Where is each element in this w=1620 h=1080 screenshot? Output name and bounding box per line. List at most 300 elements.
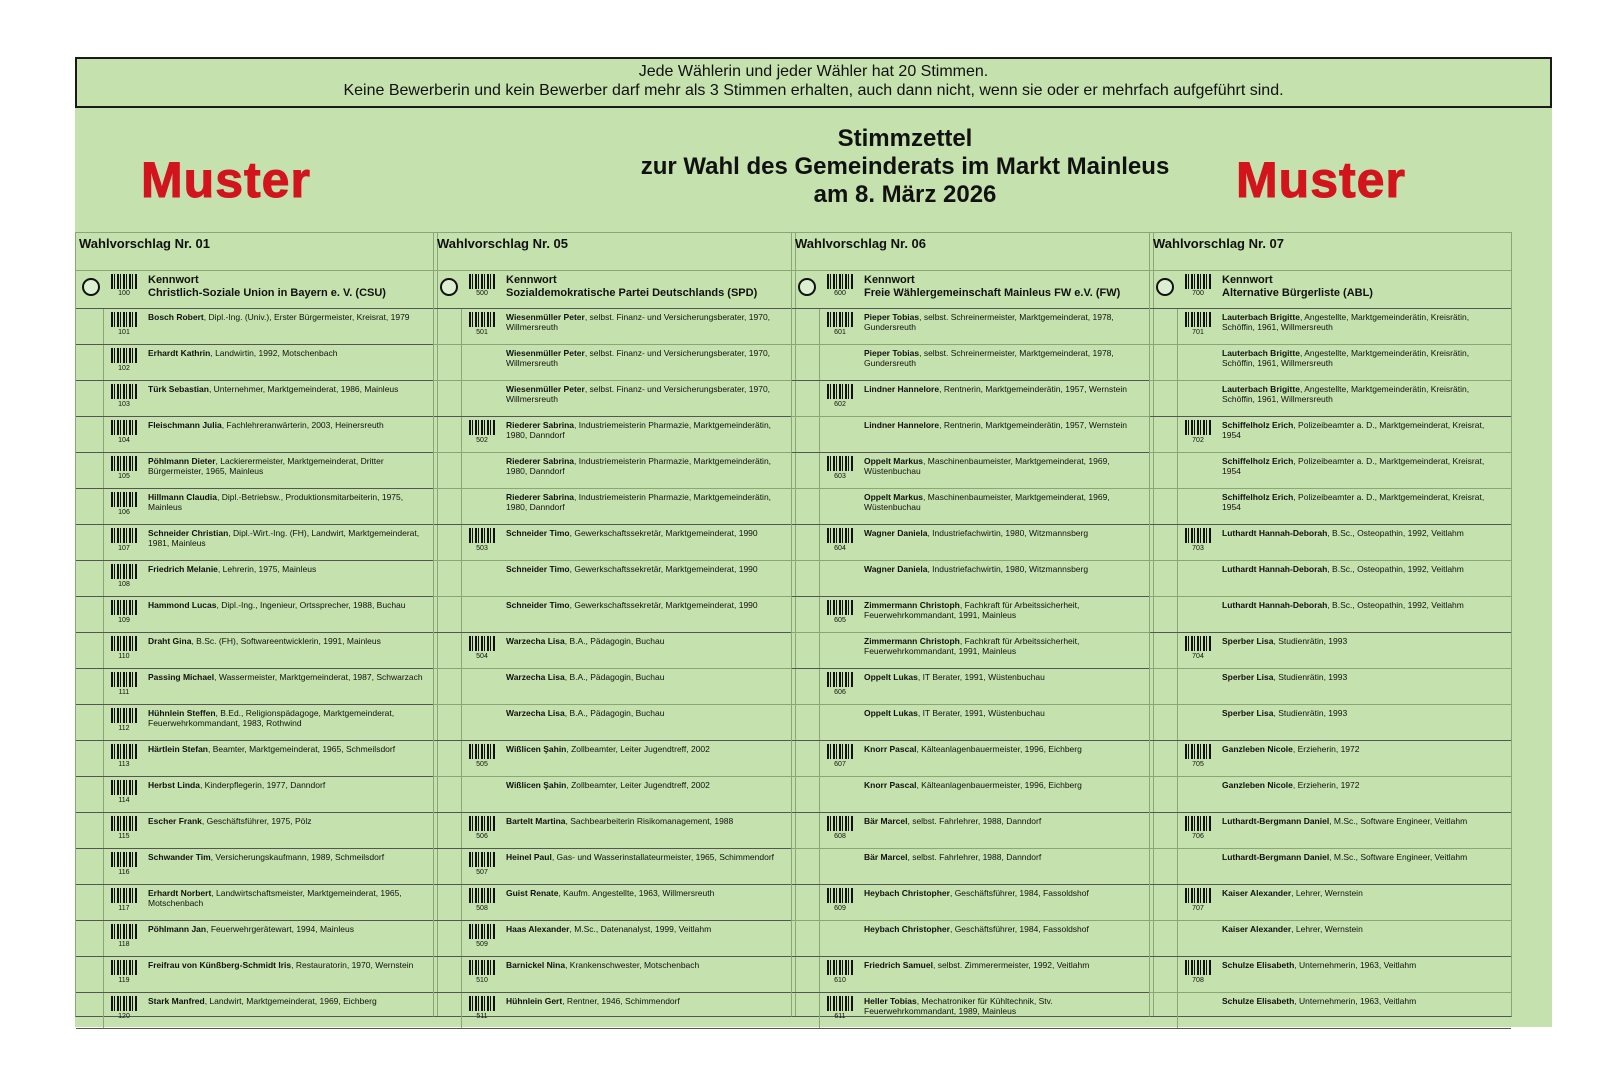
candidate-row[interactable]	[434, 813, 795, 849]
candidate-detail: , B.Sc., Osteopathin, 1992, Veitlahm	[1327, 600, 1464, 610]
candidate-number: 601	[834, 329, 846, 336]
muster-watermark-left: Muster	[141, 152, 311, 208]
vote-field-divider	[1177, 597, 1178, 632]
candidate-detail: , selbst. Fahrlehrer, 1988, Danndorf	[907, 816, 1042, 826]
candidate-row[interactable]	[1150, 705, 1511, 741]
candidate-text	[148, 780, 430, 790]
candidate-text	[864, 744, 1146, 754]
candidate-name: Ganzleben Nicole	[1222, 780, 1293, 790]
candidate-name: Bär Marcel	[864, 852, 908, 862]
candidate-row[interactable]	[792, 453, 1153, 489]
barcode-icon	[111, 312, 137, 327]
candidate-detail: , Industriefachwirtin, 1980, Witzmannsberg	[927, 528, 1089, 538]
candidate-row[interactable]	[434, 597, 795, 633]
candidate-text	[506, 492, 788, 512]
candidate-row[interactable]	[76, 489, 437, 525]
barcode-icon	[469, 996, 495, 1011]
vote-field-divider	[103, 561, 104, 596]
candidate-text	[864, 420, 1146, 430]
candidate-detail: , selbst. Schreinermeister, Marktgemeinderat, 1978, Gundersreuth	[864, 312, 1114, 332]
candidate-name: Herbst Linda	[148, 780, 200, 790]
barcode-icon	[1185, 744, 1211, 759]
candidate-row[interactable]	[792, 309, 1153, 345]
candidate-text	[1222, 312, 1504, 332]
barcode-icon	[827, 456, 853, 471]
candidate-name: Schiffelholz Erich	[1222, 420, 1294, 430]
vote-field-divider	[819, 525, 820, 560]
candidate-row[interactable]	[434, 777, 795, 813]
candidate-name: Riederer Sabrina	[506, 456, 575, 466]
candidate-detail: , Gas- und Wasserinstallateurmeister, 1965, Schimmendorf	[551, 852, 775, 862]
vote-field-divider	[819, 561, 820, 596]
candidate-detail: , Maschinenbaumeister, Marktgemeinderat, 1969, Wüstenbuchau	[864, 492, 1110, 512]
vote-field-divider	[819, 993, 820, 1028]
candidate-text	[1222, 888, 1504, 898]
party-number: 500	[476, 290, 488, 297]
candidate-number: 510	[476, 977, 488, 984]
barcode-icon	[111, 492, 137, 507]
candidate-name: Wißlicen Şahin	[506, 780, 567, 790]
candidate-row[interactable]	[1150, 453, 1511, 489]
candidate-row[interactable]	[76, 561, 437, 597]
candidate-row[interactable]	[434, 957, 795, 993]
candidate-detail: , Dipl.-Betriebsw., Produktionsmitarbeiterin, 1975, Mainleus	[148, 492, 404, 512]
candidate-row[interactable]	[1150, 309, 1511, 345]
proposal-header: Wahlvorschlag Nr. 01	[76, 233, 437, 271]
candidate-name: Luthardt-Bergmann Daniel	[1222, 852, 1330, 862]
vote-field-divider	[1177, 777, 1178, 812]
candidate-detail: , Studienrätin, 1993	[1273, 672, 1348, 682]
candidate-name: Sperber Lisa	[1222, 708, 1274, 718]
candidate-row[interactable]	[76, 885, 437, 921]
candidate-name: Hühnlein Steffen	[148, 708, 216, 718]
party-number: 100	[118, 290, 130, 297]
candidate-row[interactable]	[792, 417, 1153, 453]
candidate-row[interactable]	[792, 705, 1153, 741]
candidate-text	[1222, 852, 1504, 862]
candidate-text	[148, 924, 430, 934]
candidate-detail: , B.Sc., Osteopathin, 1992, Veitlahm	[1327, 528, 1464, 538]
candidate-row[interactable]	[76, 957, 437, 993]
candidate-row[interactable]	[792, 345, 1153, 381]
vote-field-divider	[103, 777, 104, 812]
vote-field-divider	[819, 309, 820, 344]
candidate-detail: , Rentner, 1946, Schimmendorf	[562, 996, 680, 1006]
candidate-row[interactable]	[434, 705, 795, 741]
candidate-name: Schulze Elisabeth	[1222, 960, 1295, 970]
party-number: 700	[1192, 290, 1204, 297]
candidate-detail: , Fachlehreranwärterin, 2003, Heinersreuth	[221, 420, 384, 430]
barcode-icon	[827, 312, 853, 327]
candidate-name: Freifrau von Künßberg-Schmidt Iris	[148, 960, 292, 970]
candidate-number: 101	[118, 329, 130, 336]
candidate-row[interactable]	[792, 597, 1153, 633]
candidate-text	[864, 636, 1146, 656]
barcode-icon	[111, 780, 137, 795]
barcode-icon	[469, 420, 495, 435]
vote-field-divider	[1177, 309, 1178, 344]
candidate-detail: , M.Sc., Software Engineer, Veitlahm	[1329, 816, 1468, 826]
candidate-row[interactable]	[1150, 525, 1511, 561]
candidate-row[interactable]	[434, 849, 795, 885]
candidate-detail: , Industriemeisterin Pharmazie, Marktgemeinderätin, 1980, Danndorf	[506, 492, 772, 512]
barcode-icon	[111, 852, 137, 867]
party-kennwort	[864, 274, 1120, 300]
candidate-name: Luthardt Hannah-Deborah	[1222, 564, 1328, 574]
candidate-name: Guist Renate	[506, 888, 559, 898]
candidate-row[interactable]	[792, 741, 1153, 777]
vote-field-divider	[103, 453, 104, 488]
candidate-row[interactable]	[76, 597, 437, 633]
candidate-text	[506, 564, 788, 574]
candidate-text	[1222, 384, 1504, 404]
candidate-row[interactable]	[1150, 741, 1511, 777]
candidate-row[interactable]	[1150, 849, 1511, 885]
candidate-row[interactable]	[76, 345, 437, 381]
candidate-row[interactable]	[434, 885, 795, 921]
candidate-row[interactable]	[792, 813, 1153, 849]
candidate-text	[1222, 636, 1504, 646]
vote-field-divider	[461, 381, 462, 416]
candidate-row[interactable]	[76, 741, 437, 777]
candidate-detail: , Landwirt, Marktgemeinderat, 1969, Eichberg	[204, 996, 377, 1006]
candidate-number: 602	[834, 401, 846, 408]
candidate-detail: , Kälteanlagenbauermeister, 1996, Eichberg	[916, 744, 1082, 754]
party-row	[792, 271, 1153, 309]
barcode-icon	[111, 888, 137, 903]
candidate-text	[864, 384, 1146, 394]
party-kennwort	[506, 274, 757, 300]
vote-field-divider	[103, 741, 104, 776]
candidate-row[interactable]	[76, 921, 437, 957]
candidate-name: Sperber Lisa	[1222, 672, 1274, 682]
candidate-name: Wiesenmüller Peter	[506, 348, 585, 358]
candidate-number: 611	[834, 1013, 846, 1020]
vote-field-divider	[1177, 993, 1178, 1028]
candidate-number: 102	[118, 365, 130, 372]
candidate-text	[148, 960, 430, 970]
vote-field-divider	[1177, 345, 1178, 380]
candidate-row[interactable]	[76, 669, 437, 705]
candidate-row[interactable]	[1150, 633, 1511, 669]
candidate-detail: , Zollbeamter, Leiter Jugendtreff, 2002	[566, 744, 710, 754]
candidate-row[interactable]	[76, 849, 437, 885]
candidate-row[interactable]	[792, 885, 1153, 921]
candidate-row[interactable]	[434, 633, 795, 669]
candidate-row[interactable]	[1150, 777, 1511, 813]
vote-field-divider	[103, 597, 104, 632]
barcode-icon	[827, 600, 853, 615]
candidate-row[interactable]	[1150, 489, 1511, 525]
vote-field-divider	[1177, 417, 1178, 452]
candidate-row[interactable]	[434, 561, 795, 597]
candidate-name: Lauterbach Brigitte	[1222, 384, 1300, 394]
candidate-detail: , Fachkraft für Arbeitssicherheit, Feuerwehrkommandant, 1991, Mainleus	[864, 600, 1080, 620]
candidate-row[interactable]	[792, 381, 1153, 417]
candidate-detail: , Industriemeisterin Pharmazie, Marktgemeinderätin, 1980, Danndorf	[506, 420, 772, 440]
barcode-icon	[111, 816, 137, 831]
vote-field-divider	[1177, 813, 1178, 848]
candidate-name: Luthardt-Bergmann Daniel	[1222, 816, 1330, 826]
vote-field-divider	[103, 885, 104, 920]
candidate-row[interactable]	[434, 309, 795, 345]
candidate-row[interactable]	[1150, 669, 1511, 705]
candidate-row[interactable]	[792, 921, 1153, 957]
candidate-name: Wagner Daniela	[864, 528, 928, 538]
candidate-row[interactable]	[76, 993, 437, 1029]
kennwort-label: Kennwort	[1222, 274, 1273, 286]
candidate-row[interactable]	[1150, 417, 1511, 453]
candidate-text	[506, 420, 788, 440]
candidate-detail: , Lehrer, Wernstein	[1291, 888, 1363, 898]
candidate-name: Wagner Daniela	[864, 564, 928, 574]
candidate-name: Hammond Lucas	[148, 600, 217, 610]
vote-field-divider	[461, 597, 462, 632]
candidate-row[interactable]	[1150, 597, 1511, 633]
candidate-row[interactable]	[434, 381, 795, 417]
candidate-row[interactable]	[792, 489, 1153, 525]
barcode-icon	[111, 456, 137, 471]
vote-field-divider	[103, 993, 104, 1028]
candidate-row[interactable]	[1150, 813, 1511, 849]
vote-field-divider	[461, 885, 462, 920]
vote-field-divider	[461, 669, 462, 704]
candidate-text	[864, 492, 1146, 512]
candidate-name: Schiffelholz Erich	[1222, 492, 1294, 502]
candidate-text	[506, 996, 788, 1006]
party-name: Sozialdemokratische Partei Deutschlands (SPD)	[506, 287, 758, 299]
candidate-detail: , Polizeibeamter a. D., Marktgemeinderat, Kreisrat, 1954	[1222, 420, 1485, 440]
candidate-text	[506, 888, 788, 898]
vote-field-divider	[461, 633, 462, 668]
candidate-row[interactable]	[434, 525, 795, 561]
candidate-detail: , M.Sc., Software Engineer, Veitlahm	[1329, 852, 1468, 862]
candidate-row[interactable]	[1150, 957, 1511, 993]
party-name: Freie Wählergemeinschaft Mainleus FW e.V. (FW)	[864, 287, 1121, 299]
party-name: Alternative Bürgerliste (ABL)	[1222, 287, 1373, 299]
candidate-name: Luthardt Hannah-Deborah	[1222, 528, 1328, 538]
candidate-row[interactable]	[792, 633, 1153, 669]
vote-field-divider	[461, 561, 462, 596]
candidate-text	[1222, 708, 1504, 718]
candidate-detail: , selbst. Finanz- und Versicherungsberater, 1970, Willmersreuth	[506, 384, 771, 404]
candidate-number: 705	[1192, 761, 1204, 768]
candidate-detail: , Studienrätin, 1993	[1273, 708, 1348, 718]
candidate-name: Schiffelholz Erich	[1222, 456, 1294, 466]
candidate-row[interactable]	[1150, 561, 1511, 597]
candidate-name: Wiesenmüller Peter	[506, 384, 585, 394]
vote-field-divider	[461, 849, 462, 884]
candidate-row[interactable]	[76, 453, 437, 489]
candidate-name: Wiesenmüller Peter	[506, 312, 585, 322]
candidate-detail: , Angestellte, Marktgemeinderätin, Kreisrätin, Schöffin, 1961, Willmersreuth	[1222, 384, 1470, 404]
candidate-name: Warzecha Lisa	[506, 708, 565, 718]
candidate-detail: , Kinderpflegerin, 1977, Danndorf	[199, 780, 326, 790]
proposal-column	[791, 232, 1154, 1020]
candidate-detail: , Lehrerin, 1975, Mainleus	[217, 564, 317, 574]
candidate-detail: , Rentnerin, Marktgemeinderätin, 1957, Wernstein	[939, 384, 1127, 394]
candidate-row[interactable]	[1150, 381, 1511, 417]
candidate-row[interactable]	[76, 309, 437, 345]
barcode-icon	[111, 924, 137, 939]
candidate-name: Bartelt Martina	[506, 816, 566, 826]
party-vote-circle[interactable]	[1156, 278, 1174, 296]
candidate-row[interactable]	[76, 705, 437, 741]
party-kennwort	[148, 274, 386, 300]
candidate-detail: , Wassermeister, Marktgemeinderat, 1987, Schwarzach	[214, 672, 423, 682]
barcode-icon	[469, 528, 495, 543]
candidate-number: 607	[834, 761, 846, 768]
candidate-row[interactable]	[76, 633, 437, 669]
candidate-number: 603	[834, 473, 846, 480]
candidate-name: Kaiser Alexander	[1222, 924, 1292, 934]
candidate-name: Friedrich Samuel	[864, 960, 933, 970]
candidate-text	[506, 600, 788, 610]
candidate-row[interactable]	[434, 741, 795, 777]
candidate-row[interactable]	[76, 813, 437, 849]
vote-field-divider	[103, 345, 104, 380]
candidate-row[interactable]	[76, 525, 437, 561]
party-vote-circle[interactable]	[440, 278, 458, 296]
candidate-row[interactable]	[434, 417, 795, 453]
title-line-1: Stimmzettel	[837, 125, 973, 152]
candidate-name: Kaiser Alexander	[1222, 888, 1292, 898]
candidate-row[interactable]	[792, 993, 1153, 1029]
candidate-detail: , Restauratorin, 1970, Wernstein	[291, 960, 414, 970]
candidate-detail: , Kälteanlagenbauermeister, 1996, Eichberg	[916, 780, 1082, 790]
candidate-text	[864, 600, 1146, 620]
candidate-text	[506, 708, 788, 718]
vote-field-divider	[461, 345, 462, 380]
barcode-icon	[827, 816, 853, 831]
candidate-number: 103	[118, 401, 130, 408]
candidate-name: Oppelt Markus	[864, 492, 924, 502]
candidate-row[interactable]	[76, 417, 437, 453]
candidate-text	[506, 384, 788, 404]
vote-field-divider	[819, 741, 820, 776]
candidate-text	[864, 924, 1146, 934]
candidate-row[interactable]	[1150, 345, 1511, 381]
candidate-name: Schneider Christian	[148, 528, 229, 538]
vote-field-divider	[461, 525, 462, 560]
candidate-text	[148, 528, 430, 548]
party-number: 600	[834, 290, 846, 297]
candidate-number: 501	[476, 329, 488, 336]
candidate-row[interactable]	[1150, 993, 1511, 1029]
candidate-number: 119	[118, 977, 130, 984]
candidate-name: Passing Michael	[148, 672, 215, 682]
vote-field-divider	[819, 345, 820, 380]
candidate-row[interactable]	[76, 381, 437, 417]
candidate-row[interactable]	[434, 489, 795, 525]
vote-field-divider	[461, 417, 462, 452]
party-row	[76, 271, 437, 309]
barcode-icon	[469, 274, 495, 289]
candidate-detail: , Studienrätin, 1993	[1273, 636, 1348, 646]
candidate-text	[1222, 672, 1504, 682]
candidate-row[interactable]	[76, 777, 437, 813]
candidate-row[interactable]	[434, 345, 795, 381]
candidate-number: 605	[834, 617, 846, 624]
candidate-name: Stark Manfred	[148, 996, 205, 1006]
proposal-header: Wahlvorschlag Nr. 05	[434, 233, 795, 271]
candidate-text	[148, 312, 430, 322]
candidate-name: Heybach Christopher	[864, 924, 950, 934]
voting-notice	[75, 57, 1552, 108]
candidate-row[interactable]	[792, 525, 1153, 561]
vote-field-divider	[461, 453, 462, 488]
candidate-name: Schneider Timo	[506, 600, 570, 610]
candidate-number: 116	[118, 869, 130, 876]
candidate-text	[864, 996, 1146, 1016]
candidate-row[interactable]	[792, 669, 1153, 705]
candidate-number: 609	[834, 905, 846, 912]
candidate-row[interactable]	[434, 993, 795, 1029]
candidate-text	[506, 780, 788, 790]
candidate-text	[864, 960, 1146, 970]
vote-field-divider	[1177, 489, 1178, 524]
candidate-number: 508	[476, 905, 488, 912]
candidate-row[interactable]	[1150, 921, 1511, 957]
candidate-number: 708	[1192, 977, 1204, 984]
barcode-icon	[827, 672, 853, 687]
candidate-text	[506, 312, 788, 332]
candidate-row[interactable]	[434, 669, 795, 705]
vote-field-divider	[103, 309, 104, 344]
candidate-name: Hillmann Claudia	[148, 492, 217, 502]
barcode-icon	[1185, 274, 1211, 289]
candidate-text	[148, 888, 430, 908]
barcode-icon	[469, 960, 495, 975]
candidate-detail: , Polizeibeamter a. D., Marktgemeinderat, Kreisrat, 1954	[1222, 492, 1485, 512]
barcode-icon	[1185, 312, 1211, 327]
candidate-text	[506, 744, 788, 754]
candidate-name: Zimmermann Christoph	[864, 636, 960, 646]
candidate-detail: , Landwirtschaftsmeister, Marktgemeinderat, 1965, Motschenbach	[148, 888, 402, 908]
candidate-row[interactable]	[434, 921, 795, 957]
barcode-icon	[111, 564, 137, 579]
party-vote-circle[interactable]	[82, 278, 100, 296]
candidate-name: Türk Sebastian	[148, 384, 209, 394]
candidate-detail: , Geschäftsführer, 1984, Fassoldshof	[949, 924, 1089, 934]
candidate-text	[1222, 996, 1504, 1006]
barcode-icon	[111, 348, 137, 363]
candidate-text	[148, 672, 430, 682]
candidate-text	[864, 852, 1146, 862]
muster-watermark-right: Muster	[1236, 152, 1406, 208]
vote-field-divider	[103, 813, 104, 848]
candidate-text	[864, 708, 1146, 718]
candidate-detail: , Feuerwehrgerätewart, 1994, Mainleus	[206, 924, 354, 934]
candidate-text	[148, 708, 430, 728]
candidate-row[interactable]	[792, 957, 1153, 993]
candidate-row[interactable]	[1150, 885, 1511, 921]
candidate-row[interactable]	[792, 849, 1153, 885]
candidate-text	[1222, 816, 1504, 826]
candidate-text	[148, 420, 430, 430]
candidate-number: 120	[118, 1013, 130, 1020]
barcode-icon	[111, 708, 137, 723]
party-vote-circle[interactable]	[798, 278, 816, 296]
barcode-icon	[469, 636, 495, 651]
candidate-row[interactable]	[792, 561, 1153, 597]
kennwort-label: Kennwort	[506, 274, 557, 286]
candidate-row[interactable]	[434, 453, 795, 489]
candidate-number: 112	[118, 725, 130, 732]
candidate-row[interactable]	[792, 777, 1153, 813]
candidate-detail: , selbst. Finanz- und Versicherungsberater, 1970, Willmersreuth	[506, 312, 771, 332]
vote-field-divider	[819, 777, 820, 812]
